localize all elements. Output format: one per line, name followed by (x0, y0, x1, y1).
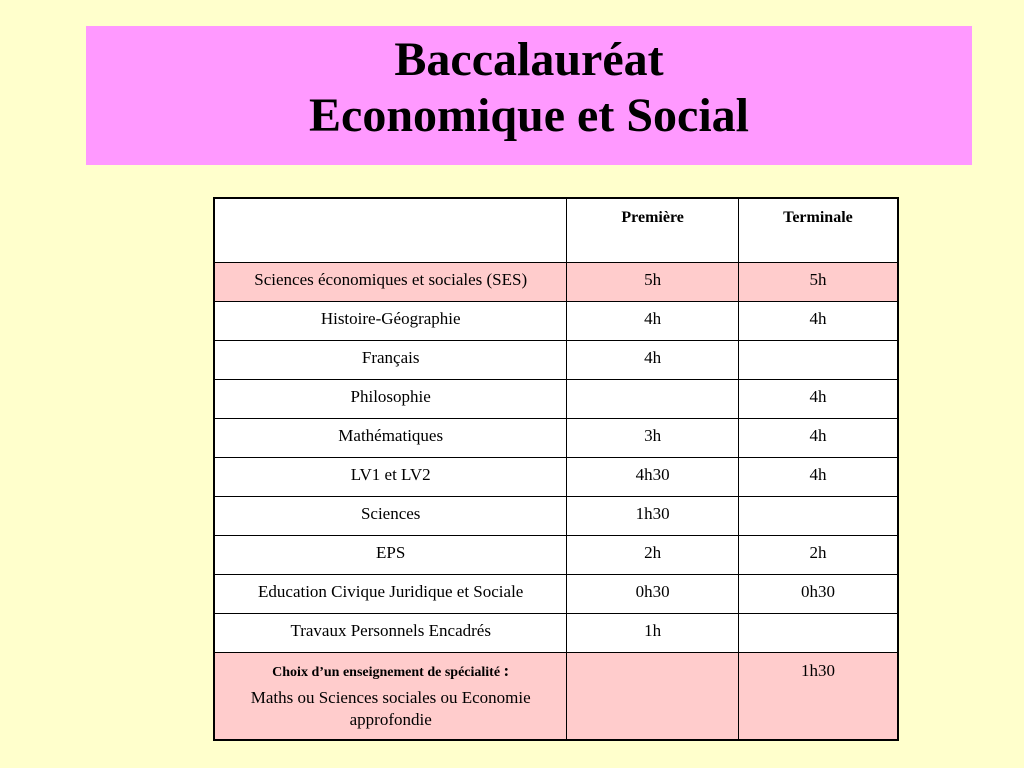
terminale-cell: 4h (738, 418, 898, 457)
premiere-cell (567, 652, 739, 740)
table-row (214, 379, 898, 418)
specialite-label: Choix d’un enseignement de spécialité : (272, 660, 510, 680)
premiere-cell: 4h30 (567, 457, 739, 496)
premiere-cell: 1h30 (567, 496, 739, 535)
header-subject (214, 198, 567, 262)
subject-cell: EPS (214, 535, 567, 574)
terminale-cell: 1h30 (738, 652, 898, 740)
title-banner (86, 26, 972, 165)
table-row-specialite (214, 652, 898, 740)
title-line-2: Economique et Social (309, 89, 749, 142)
table-row (214, 613, 898, 652)
terminale-cell (738, 340, 898, 379)
table-header-row (214, 198, 898, 262)
premiere-cell: 5h (567, 262, 739, 301)
subject-cell: LV1 et LV2 (214, 457, 567, 496)
table-row (214, 262, 898, 301)
premiere-cell: 0h30 (567, 574, 739, 613)
terminale-cell: 5h (738, 262, 898, 301)
table-row (214, 340, 898, 379)
premiere-cell: 2h (567, 535, 739, 574)
title-line-1: Baccalauréat (394, 33, 664, 86)
table-row (214, 496, 898, 535)
premiere-cell: 4h (567, 340, 739, 379)
subject-cell: Mathématiques (214, 418, 567, 457)
specialite-subject-cell (214, 652, 567, 740)
table-row (214, 457, 898, 496)
premiere-cell: 1h (567, 613, 739, 652)
table-row (214, 301, 898, 340)
table-row (214, 535, 898, 574)
specialite-options: Maths ou Sciences sociales ou Economie approfondie (250, 687, 531, 729)
subject-cell: Sciences (214, 496, 567, 535)
header-terminale: Terminale (738, 198, 898, 262)
hours-table (213, 197, 899, 741)
terminale-cell: 4h (738, 379, 898, 418)
subject-cell: Histoire-Géographie (214, 301, 567, 340)
subject-cell: Philosophie (214, 379, 567, 418)
terminale-cell (738, 496, 898, 535)
subject-cell: Travaux Personnels Encadrés (214, 613, 567, 652)
premiere-cell (567, 379, 739, 418)
header-premiere: Première (567, 198, 739, 262)
subject-cell: Français (214, 340, 567, 379)
subject-cell: Sciences économiques et sociales (SES) (214, 262, 567, 301)
premiere-cell: 4h (567, 301, 739, 340)
table-row (214, 574, 898, 613)
terminale-cell: 2h (738, 535, 898, 574)
terminale-cell: 4h (738, 301, 898, 340)
terminale-cell: 0h30 (738, 574, 898, 613)
terminale-cell (738, 613, 898, 652)
terminale-cell: 4h (738, 457, 898, 496)
table-row (214, 418, 898, 457)
subject-cell: Education Civique Juridique et Sociale (214, 574, 567, 613)
premiere-cell: 3h (567, 418, 739, 457)
